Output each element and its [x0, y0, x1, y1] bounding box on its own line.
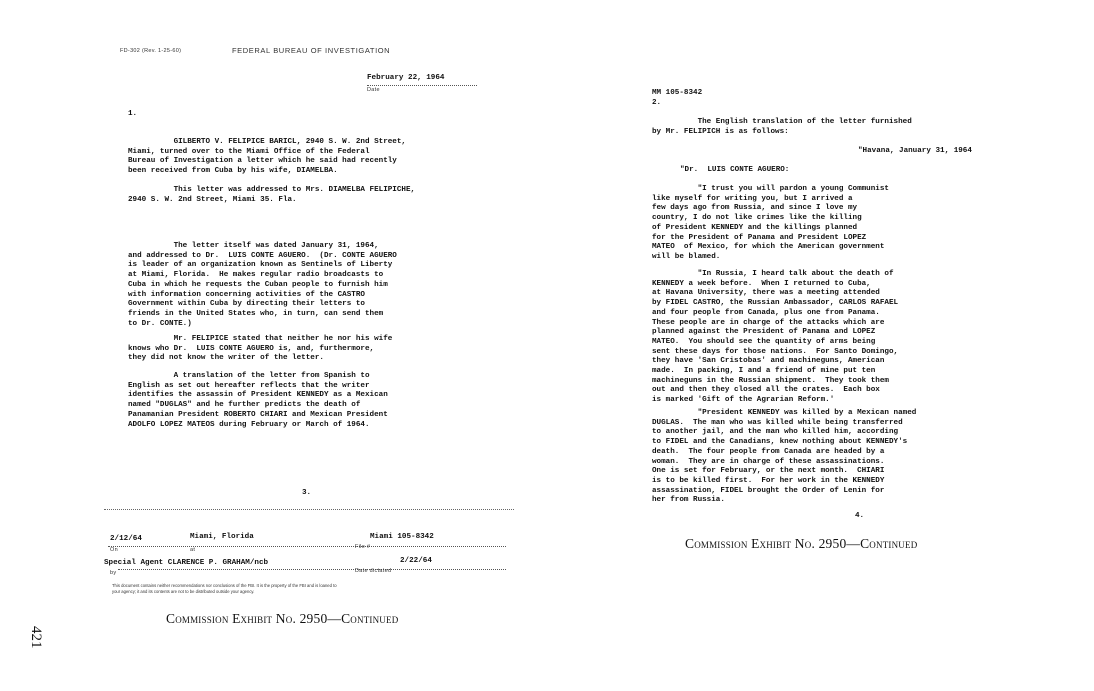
letter-salutation: "Dr. LUIS CONTE AGUERO:	[680, 166, 790, 174]
form-number: FD-302 (Rev. 1-25-60)	[120, 48, 182, 54]
exhibit-caption-right: Commission Exhibit No. 2950—Continued	[685, 536, 918, 551]
paragraph-1: GILBERTO V. FELIPICE BARICL, 2940 S. W. 2nd Street, Miami, turned over to the Miami Office of the Federal Bureau of Investigation a letter which he said had recently been received from Cuba by his wife, DIAMELBA.	[128, 138, 406, 176]
footer-disclaimer-2: your agency; it and its contents are not to be distributed outside your agency.	[112, 589, 255, 594]
file-number: Miami 105-8342	[370, 533, 434, 541]
page-marker-right: 4.	[855, 512, 865, 520]
section-number: 1.	[128, 110, 138, 118]
date-label: Date	[367, 87, 380, 93]
file-reference: MM 105-8342	[652, 89, 703, 97]
form-line-2	[118, 569, 506, 570]
dictated-date: 2/22/64	[400, 557, 432, 565]
paragraph-2: This letter was addressed to Mrs. DIAMELBA FELIPICHE, 2940 S. W. 2nd Street, Miami 35. Fla.	[128, 186, 416, 204]
interview-date: 2/12/64	[110, 535, 142, 543]
exhibit-caption-left: Commission Exhibit No. 2950—Continued	[166, 611, 399, 626]
paragraph-3: The letter itself was dated January 31, 1964, and addressed to Dr. LUIS CONTE AGUERO. (Dr. CONTE AGUERO is leader of an organization known as Sentinels of Liberty at Miami, Florida. He makes regular radio broadcasts to Cuba in which he requests the Cuban people to furnish him with information concerning activities of the CASTRO Government within Cuba by directing their letters to friends in the United States who, in turn, can send them to Dr. CONTE.)	[128, 242, 397, 328]
form-line-1	[108, 546, 506, 547]
date-line	[367, 85, 477, 86]
paragraph-4: Mr. FELIPICE stated that neither he nor his wife knows who Dr. LUIS CONTE AGUERO is, and, furthermore, they did not know the writer of the letter.	[128, 335, 393, 363]
paragraph-5: A translation of the letter from Spanish to English as set out hereafter reflects that the writer identifies the assassin of President KENNEDY as a Mexican named "DUGLAS" and he further predicts the death of Panamanian President ROBERTO CHIARI and Mexican President ADOLFO LOPEZ MATEOS during February or March of 1964.	[128, 372, 388, 429]
page-number: 421	[28, 626, 44, 649]
letter-paragraph-3: "President KENNEDY was killed by a Mexican named DUGLAS. The man who was killed while being transferred to another jail, and the man who killed him, according to FIDEL and the Canadians, knew nothing about KENNEDY's death. The four people from Canada are headed by a woman. They are in charge of these assassinations. One is set for February, or the next month. CHIARI is to be killed first. For her work in the KENNEDY assassination, FIDEL brought the Order of Lenin for her from Russia.	[652, 409, 917, 505]
on-label: On	[110, 547, 118, 553]
separator	[104, 509, 514, 510]
translation-intro: The English translation of the letter furnished by Mr. FELIPICH is as follows:	[652, 118, 912, 136]
by-label: by	[110, 570, 117, 576]
interview-location: Miami, Florida	[190, 533, 254, 541]
letter-paragraph-1: "I trust you will pardon a young Communist like myself for writing you, but I arrived a few days ago from Russia, and since I love my country, I do not like crimes like the killing of President KENNEDY and the killings planned for the President of Panama and President LOPEZ MATEO of Mexico, for which the American government will be blamed.	[652, 185, 889, 261]
letter-date: "Havana, January 31, 1964	[858, 147, 972, 155]
agent-line: Special Agent CLARENCE P. GRAHAM/ncb	[104, 559, 269, 567]
letter-paragraph-2: "In Russia, I heard talk about the death of KENNEDY a week before. When I returned to Cuba, at Havana University, there was a meeting attended by FIDEL CASTRO, the Russian Ambassador, CARLOS RAFAEL and four people from Canada, plus one from Panama. These people are in charge of the attacks which are planned against the President of Panama and LOPEZ MATEO. You should see the quantity of arms being sent these days for those nations. For Santo Domingo, they have 'San Cristobas' and machineguns, American made. In packing, I and a friend of mine put ten machineguns in the Russian shipment. They took them out and then they closed all the crates. Each box is marked 'Gift of the Agrarian Reform.'	[652, 270, 899, 405]
at-label: at	[190, 547, 196, 553]
file-label: File #	[355, 544, 371, 550]
section-number-right: 2.	[652, 99, 662, 107]
footer-disclaimer-1: This document contains neither recommendations nor conclusions of the FBI. It is the property of the FBI and is loaned to	[112, 583, 337, 588]
page-marker: 3.	[302, 489, 312, 497]
report-date: February 22, 1964	[367, 74, 445, 82]
agency-header: FEDERAL BUREAU OF INVESTIGATION	[232, 46, 391, 55]
dictated-label: Date dictated	[355, 568, 392, 574]
